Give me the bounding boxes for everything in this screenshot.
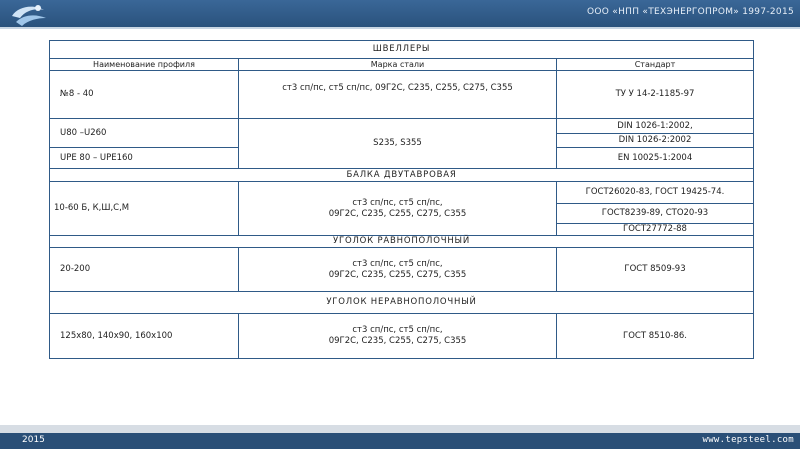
steel-line: ст3 сп/пс, ст5 сп/пс, <box>352 197 443 208</box>
steel-line: 09Г2С, С235, С255, С275, С355 <box>328 336 467 346</box>
company-logo-icon <box>8 2 50 28</box>
table-row <box>50 182 754 204</box>
standard-cell: DIN 1026-2:2002 <box>557 134 754 148</box>
steel-line: ст3 сп/пс, ст5 сп/пс, <box>352 325 443 335</box>
section-title-channels: ШВЕЛЛЕРЫ <box>50 41 754 59</box>
table-row <box>50 248 754 292</box>
footer-bar <box>0 433 800 449</box>
profile-cell: 20-200 <box>50 248 239 292</box>
standard-cell: ГОСТ 8509-93 <box>557 248 754 292</box>
steel-cell <box>239 248 557 292</box>
profile-cell: U80 –U260 <box>50 119 239 148</box>
table-row <box>50 71 754 119</box>
footer-divider <box>0 425 800 433</box>
steel-line: 09Г2С, С235, С255, С275, С355 <box>328 269 467 280</box>
steel-cell: S235, S355 <box>239 119 557 169</box>
steel-cell: ст3 сп/пс, ст5 сп/пс, 09Г2С, С235, С255, С275, С355 <box>239 71 557 119</box>
standard-cell: DIN 1026-1:2002, <box>557 119 754 134</box>
steel-line: 09Г2С, С235, С255, С275, С355 <box>328 208 467 219</box>
profile-cell: №8 - 40 <box>50 71 239 119</box>
header-divider <box>0 27 800 29</box>
section-title-unequal-angle: УГОЛОК НЕРАВНОПОЛОЧНЫЙ <box>50 292 754 314</box>
standard-cell: ГОСТ27772-88 <box>557 224 754 236</box>
steel-cell <box>239 182 557 236</box>
steel-line: ст3 сп/пс, ст5 сп/пс, <box>352 258 443 269</box>
footer-website-link[interactable]: www.tepsteel.com <box>702 435 794 445</box>
steel-profile-table <box>49 40 754 359</box>
standard-cell: EN 10025-1:2004 <box>557 148 754 169</box>
table-row <box>50 314 754 359</box>
profile-cell: 125x80, 140x90, 160x100 <box>50 314 239 359</box>
section-title-ibeam: БАЛКА ДВУТАВРОВАЯ <box>50 169 754 182</box>
profile-cell: 10-60 Б, К,Ш,С,М <box>50 182 239 236</box>
column-header-standard: Стандарт <box>557 59 754 71</box>
steel-cell <box>239 314 557 359</box>
column-header-steel: Марка стали <box>239 59 557 71</box>
standard-cell: ГОСТ 8510-86. <box>557 314 754 359</box>
section-title-equal-angle: УГОЛОК РАВНОПОЛОЧНЫЙ <box>50 236 754 248</box>
standard-cell: ГОСТ26020-83, ГОСТ 19425-74. <box>557 182 754 204</box>
footer-year: 2015 <box>22 435 45 445</box>
standard-cell: ТУ У 14-2-1185-97 <box>557 71 754 119</box>
company-name: ООО «НПП «ТЕХЭНЕРГОПРОМ» 1997-2015 <box>586 7 794 17</box>
standard-cell: ГОСТ8239-89, СТО20-93 <box>557 204 754 224</box>
header-bar <box>0 0 800 27</box>
table-row <box>50 119 754 134</box>
column-header-profile: Наименование профиля <box>50 59 239 71</box>
profile-cell: UPE 80 – UPE160 <box>50 148 239 169</box>
